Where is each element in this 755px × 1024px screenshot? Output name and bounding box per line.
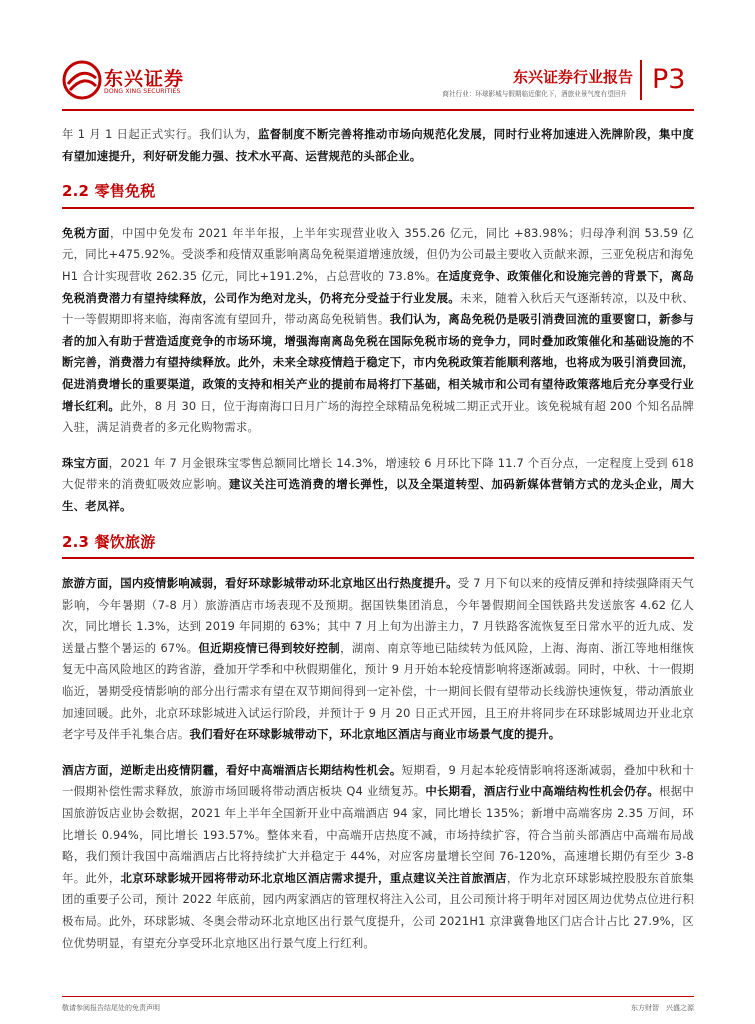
- tourism-text-1: 受 7 月下旬以来的疫情反弹和持续强降雨天气影响，今年暑期（7-8 月）旅游酒店市场表现不及预期。据国铁集团消息，今年暑假期间全国铁路共发送旅客 4.62 亿人次，同比增长 1.3%，达到 2019 年同期的 63%；其中 7 月上旬为出游主力，7 月铁路客流恢复至日常水平的近九成、发送量占整个暑运的 67%。: [62, 576, 694, 655]
- hotel-text-1: 短期看，9 月起本轮疫情影响将逐渐减弱，叠加中秋和十一假期补偿性需求释放，旅游市场回暖将带动酒店板块 Q4 业绩复苏。: [62, 762, 694, 799]
- tourism-emphasis-1: 但近期疫情已得到较好控制: [198, 640, 341, 655]
- duty-free-paragraph: [62, 223, 694, 439]
- hotel-paragraph: [62, 760, 694, 954]
- disclaimer-link[interactable]: 敬请参阅报告结尾处的免责声明: [62, 1004, 160, 1012]
- tourism-emphasis-2: 我们看好在环球影城带动下，环北京地区酒店与商业市场景气度的提升。: [189, 727, 561, 742]
- intro-emphasis: 监督制度不断完善将推动市场向规范化发展，同时行业将加速进入洗牌阶段，集中度有望加速提升，利好研发能力强、技术水平高、运营规范的头部企业。: [62, 127, 694, 163]
- hotel-lead: 酒店方面，逆断走出疫情阴霾，看好中高端酒店长期结构性机会。: [62, 762, 402, 777]
- tourism-paragraph: [62, 573, 694, 746]
- tourism-text-2: ，湖南、南京等地已陆续转为低风险，上海、海南、浙江等地相继恢复无中高风险地区的跨省游，叠加开学季和中秋假期催化，预计 9 月开始本轮疫情影响将逐渐减弱。同时，中秋、十一假期临近，暑期受疫情影响的部分出行需求有望在双节期间得到一定补偿，十一期间长假有望带动长线游快速恢复，带动酒旅业加速回暖。此外，北京环球影城进入试运行阶段，并预计于 9 月 20 日正式开园，且王府井将同步在环球影城周边开业北京老字号及伴手礼集合店。: [62, 640, 694, 742]
- jewelry-lead: 珠宝方面: [62, 455, 109, 470]
- page-header: [0, 0, 755, 108]
- intro-paragraph: [62, 124, 694, 167]
- duty-free-lead: 免税方面: [62, 225, 110, 240]
- hotel-emphasis-1: 中长期看，酒店行业中高端结构性机会仍存。: [425, 784, 660, 799]
- header-rule: [62, 109, 694, 111]
- section-heading-retail: 2.2 零售免税: [62, 181, 694, 209]
- hotel-emphasis-2: 北京环球影城开园将带动环北京地区酒店需求提升，重点建议关注首旅酒店: [120, 870, 507, 885]
- logo-english-text: DONG XING SECURITIES: [104, 88, 181, 95]
- dongxing-logo-icon: [62, 60, 102, 100]
- duty-free-emphasis-1: 在适度竞争、政策催化和设施完善的背景下，离岛免税消费潜力有望持续释放，公司作为绝对龙头，仍将充分受益于行业发展。: [62, 268, 694, 305]
- hotel-text-2: 根据中国旅游饭店业协会数据，2021 年上半年全国新开业中高端酒店 94 家，同比增长 135%；新增中高端客房 2.35 万间，环比增长 0.94%，同比增长 193.57%。整体来看，中高端开店热度不减，市场持续扩容，符合当前头部酒店中高端布局战略，我们预计我国中高端酒店占比将持续扩大并稳定于 44%，对应客房量增长空间 76-120%，高速增长期仍有至少 3-8 年。此外，: [62, 784, 694, 885]
- duty-free-text-3: 此外，8 月 30 日，位于海南海口日月广场的海控全球精品免税城二期正式开业。该免税城有超 200 个知名品牌入驻，满足消费者的多元化购物需求。: [62, 398, 694, 435]
- duty-free-emphasis-2: 我们认为，离岛免税仍是吸引消费回流的重要窗口，新参与者的加入有助于营造适度竞争的市场环境，增强海南离岛免税在国际免税市场的竞争力，同时叠加政策催化和基础设施的不断完善，消费潜力有望持续释放。此外，未来全球疫情趋于稳定下，市内免税政策若能顺利落地，也将成为吸引消费回流，促进消费增长的重要渠道，政策的支持和相关产业的提前布局将打下基础，相关城市和公司有望待政策落地后充分享受行业增长红利。: [62, 312, 694, 413]
- page-footer: [62, 996, 694, 1017]
- page-number: P3: [652, 64, 686, 95]
- duty-free-text-1: ，中国中免发布 2021 年半年报，上半年实现营业收入 355.26 亿元，同比 +83.98%；归母净利润 53.59 亿元，同比+475.92%。受淡季和疫情双重影响离岛免税渠道增速放缓，但仍为公司最主要收入贡献来源，三亚免税店和海免 H1 合计实现营收 262.35 亿元，同比+191.2%，占总营收的 73.8%。: [62, 225, 694, 283]
- footer-slogan: 东方财智 兴盛之源: [631, 1004, 694, 1012]
- logo-text: 东兴证券: [104, 68, 185, 90]
- duty-free-text-2: 未来，随着入秋后天气逐渐转凉，以及中秋、十一等假期即将来临，海南客流有望回升，带动离岛免税销售。: [62, 290, 694, 327]
- jewelry-paragraph: [62, 453, 694, 518]
- intro-text: 年 1 月 1 日起正式实行。我们认为，: [62, 127, 259, 141]
- report-subtitle: 商社行业：环球影城与假期临近催化下，酒旅业景气度有望回升: [442, 90, 627, 98]
- section-heading-dining-travel: 2.3 餐饮旅游: [62, 532, 694, 560]
- tourism-lead: 旅游方面，国内疫情影响减弱，看好环球影城带动环北京地区出行热度提升。: [62, 576, 458, 591]
- page-body: [62, 124, 694, 968]
- jewelry-emphasis: 建议关注可选消费的增长弹性，以及全渠道转型、加码新媒体营销方式的龙头企业，周大生、老凤祥。: [62, 477, 694, 513]
- jewelry-text: ，2021 年 7 月金银珠宝零售总额同比增长 14.3%，增速较 6 月环比下降 11.7 个百分点，一定程度上受到 618 大促带来的消费虹吸效应影响。: [62, 455, 694, 492]
- hotel-text-3: ，作为北京环球影城控股股东首旅集团的重要子公司，预计 2022 年底前，园内两家酒店的管理权将注入公司，且公司预计将于明年对园区周边优势点位进行积极布局。此外，环球影城、冬奥会带动环北京地区出行景气度提升，公司 2021H1 京津冀鲁地区门店合计占比 27.9%，区位优势明显，有望充分享受环北京地区出行景气度上行红利。: [62, 870, 694, 950]
- header-divider: [640, 60, 642, 100]
- report-title: 东兴证券行业报告: [512, 68, 633, 86]
